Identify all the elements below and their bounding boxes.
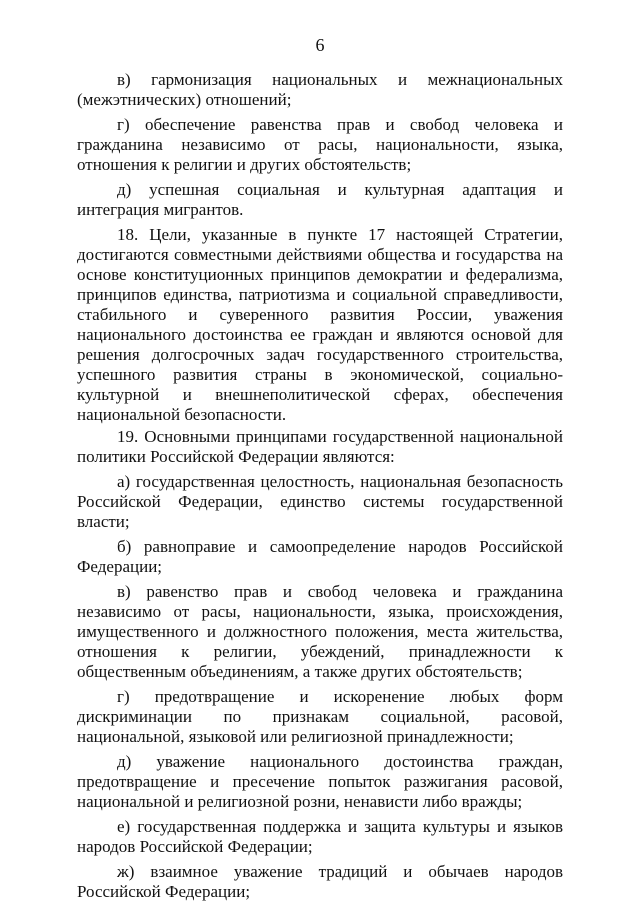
paragraph-zh-traditions: ж) взаимное уважение традиций и обычаев народов Российской Федерации; xyxy=(77,862,563,901)
document-body xyxy=(77,70,563,907)
paragraph-18-goals: 18. Цели, указанные в пункте 17 настоящей Стратегии, достигаются совместными действиями общества и государства на основе конституционных принципов демократии и федерализма, принципов единства, патриотизма и социальной справедливости, стабильного и суверенного развития России, уважения национального достоинства ее граждан и являются основой для решения долгосрочных задач государственного строительства, успешного развития страны в экономической, социально-культурной и внешнеполитической сферах, обеспечения национальной безопасности. xyxy=(77,225,563,424)
paragraph-g-equality: г) обеспечение равенства прав и свобод человека и гражданина независимо от расы, национальности, языка, отношения к религии и других обстоятельств; xyxy=(77,115,563,174)
paragraph-d-dignity: д) уважение национального достоинства граждан, предотвращение и пресечение попыток разжигания расовой, национальной и религиозной розни, ненависти либо вражды; xyxy=(77,752,563,811)
paragraph-19-principles: 19. Основными принципами государственной национальной политики Российской Федерации являются: xyxy=(77,427,563,466)
paragraph-v-equal-rights: в) равенство прав и свобод человека и гражданина независимо от расы, национальности, языка, происхождения, имущественного и должностного положения, места жительства, отношения к религии, убеждений, принадлежности к общественным объединениям, а также других обстоятельств; xyxy=(77,582,563,681)
paragraph-a-integrity: а) государственная целостность, национальная безопасность Российской Федерации, единство системы государственной власти; xyxy=(77,472,563,531)
page-number: 6 xyxy=(315,35,325,55)
paragraph-v-harmonization: в) гармонизация национальных и межнациональных (межэтнических) отношений; xyxy=(77,70,563,109)
paragraph-b-self-determination: б) равноправие и самоопределение народов Российской Федерации; xyxy=(77,537,563,576)
paragraph-g-discrimination: г) предотвращение и искоренение любых форм дискриминации по признакам социальной, расовой, национальной, языковой или религиозной принадлежности; xyxy=(77,687,563,746)
paragraph-e-culture-support: е) государственная поддержка и защита культуры и языков народов Российской Федерации; xyxy=(77,817,563,856)
paragraph-d-adaptation: д) успешная социальная и культурная адаптация и интеграция мигрантов. xyxy=(77,180,563,219)
